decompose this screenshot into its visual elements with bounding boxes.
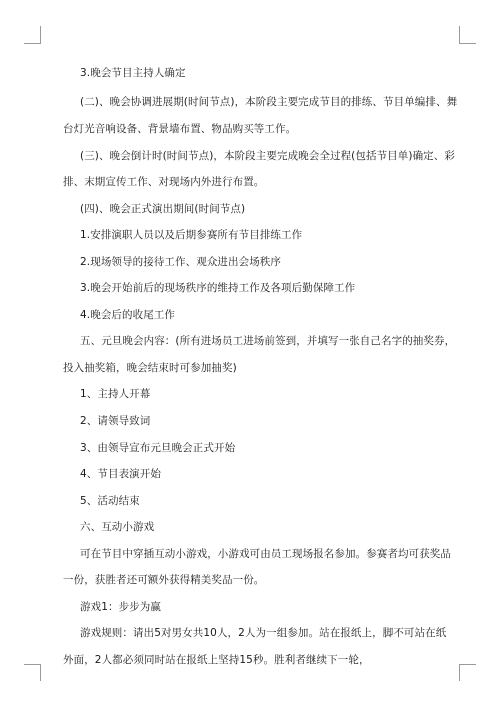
corner-mark-bottom-right-h <box>459 664 476 665</box>
paragraph-line: 3.晚会节目主持人确定 <box>80 67 186 79</box>
corner-mark-top-left-v <box>40 26 41 43</box>
paragraph-line: (二)、晚会协调进展期(时间节点)，本阶段主要完成节目的排练、节目单编排、舞 <box>80 96 458 108</box>
paragraph-line: 5、活动结束 <box>80 495 140 507</box>
paragraph-line: 可在节目中穿插互动小游戏，小游戏可由员工现场报名参加。参赛者均可获奖品 <box>80 548 451 560</box>
paragraph-line: 2.现场领导的接待工作、观众进出会场秩序 <box>80 256 282 268</box>
corner-mark-top-right-h <box>459 43 476 44</box>
paragraph-line: 游戏1：步步为赢 <box>80 601 161 613</box>
paragraph-line: 3.晚会开始前后的现场秩序的维持工作及各项后勤保障工作 <box>80 282 356 294</box>
paragraph-line: 4、节目表演开始 <box>80 468 161 480</box>
paragraph-line: (四)、晚会正式演出期间(时间节点) <box>80 203 246 215</box>
paragraph-line: 外面，2人都必须同时站在报纸上坚持15秒。胜利者继续下一轮， <box>63 654 370 666</box>
paragraph-line: 2、请领导致词 <box>80 415 151 427</box>
paragraph-line: 1、主持人开幕 <box>80 388 151 400</box>
corner-mark-top-left-h <box>24 43 41 44</box>
corner-mark-bottom-left-h <box>24 664 41 665</box>
paragraph-line: 投入抽奖箱，晚会结束时可参加抽奖) <box>63 362 237 374</box>
paragraph-line: 3、由领导宣布元旦晚会正式开始 <box>80 442 236 454</box>
corner-mark-bottom-right-v <box>459 664 460 681</box>
paragraph-line: 1.安排演职人员以及后期参赛所有节目排练工作 <box>80 229 303 241</box>
paragraph-line: 游戏规则：请出5对男女共10人，2人为一组参加。站在报纸上，脚不可站在纸 <box>80 627 447 639</box>
paragraph-line: 五、元旦晚会内容：(所有进场员工进场前签到，并填写一张自己名字的抽奖券， <box>80 335 456 347</box>
paragraph-line: 台灯光音响设备、背景墙布置、物品购买等工作。 <box>63 123 297 135</box>
paragraph-line: 4.晚会后的收尾工作 <box>80 309 176 321</box>
paragraph-line: 排、末期宣传工作、对现场内外进行布置。 <box>63 176 265 188</box>
paragraph-line: 一份，获胜者还可额外获得精美奖品一份。 <box>63 574 265 586</box>
paragraph-line: (三)、晚会倒计时(时间节点)，本阶段主要完成晚会全过程(包括节目单)确定、彩 <box>80 150 455 162</box>
corner-mark-top-right-v <box>459 26 460 43</box>
corner-mark-bottom-left-v <box>40 664 41 681</box>
paragraph-line: 六、互动小游戏 <box>80 521 155 533</box>
